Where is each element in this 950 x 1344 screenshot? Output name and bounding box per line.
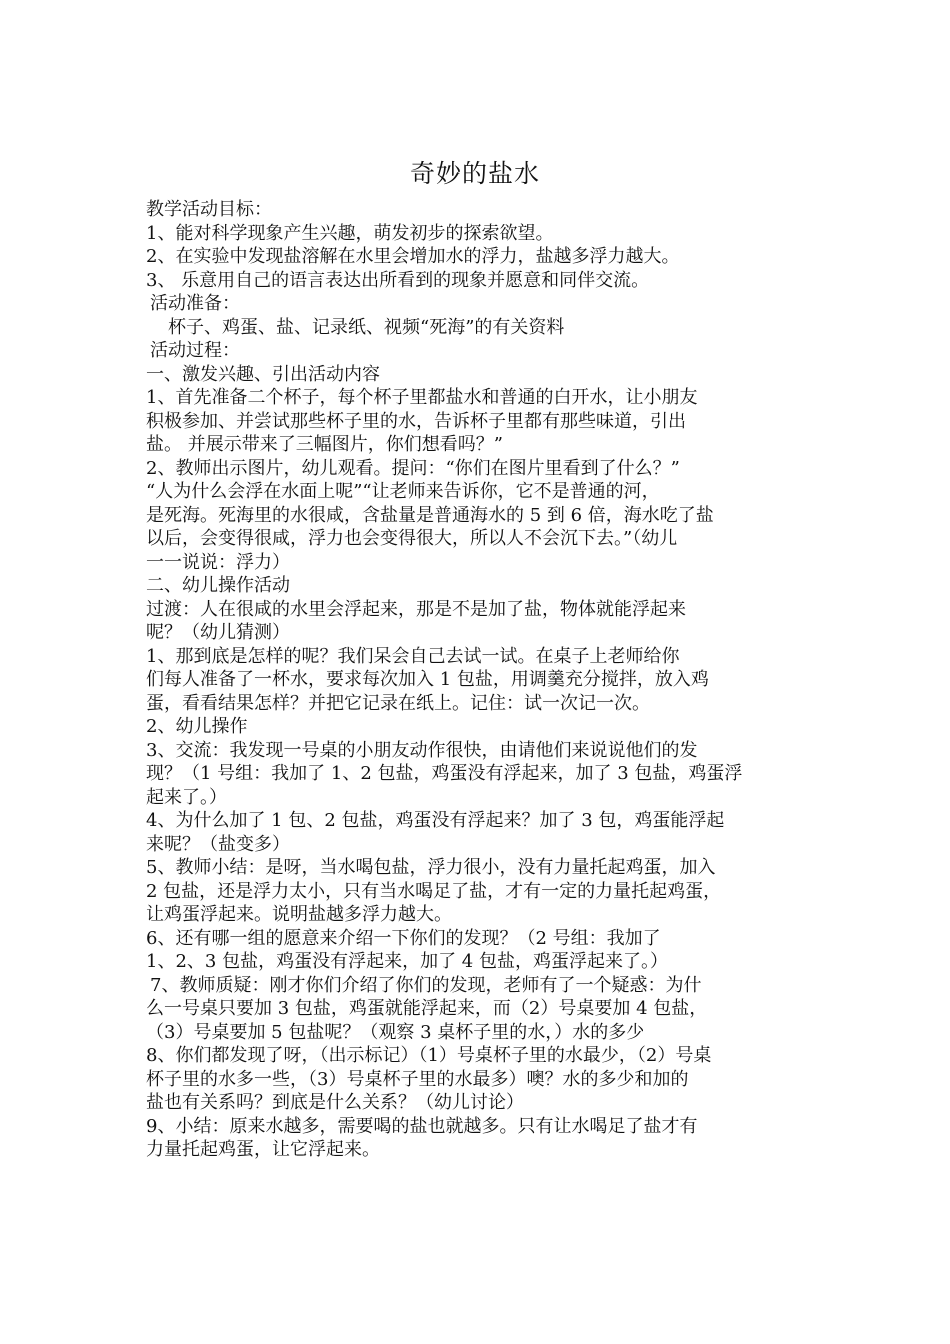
text-line: 力量托起鸡蛋，让它浮起来。 (146, 1139, 380, 1160)
text-line: 2、教师出示图片，幼儿观看。提问：“你们在图片里看到了什么？” (146, 457, 680, 479)
text-line: 来呢？（盐变多） (146, 833, 290, 855)
text-line: 一一说说：浮力） (146, 551, 290, 573)
text-line: 积极参加、并尝试那些杯子里的水，告诉杯子里都有那些味道，引出 (146, 410, 686, 432)
text-line: 2、幼儿操作 (146, 716, 248, 737)
text-line: 9、小结：原来水越多，需要喝的盐也就越多。只有让水喝足了盐才有 (146, 1115, 698, 1137)
text-line: 3、交流：我发现一号桌的小朋友动作很快，由请他们来说说他们的发 (146, 739, 698, 761)
text-line: 2、在实验中发现盐溶解在水里会增加水的浮力，盐越多浮力越大。 (146, 246, 680, 267)
text-line: 起来了。） (146, 786, 227, 808)
text-line: 盐也有关系吗？到底是什么关系？（幼儿讨论） (146, 1092, 524, 1113)
text-line: 3、 乐意用自己的语言表达出所看到的现象并愿意和同伴交流。 (146, 269, 650, 291)
text-line: 蛋，看看结果怎样？并把它记录在纸上。记住：试一次记一次。 (146, 692, 650, 714)
text-line: 现？（1 号组：我加了 1、2 包盐，鸡蛋没有浮起来，加了 3 包盐，鸡蛋浮 (146, 763, 743, 784)
page-title: 奇妙的盐水 (409, 159, 540, 188)
text-line: 们每人准备了一杯水，要求每次加入 1 包盐，用调羹充分搅拌，放入鸡 (146, 669, 709, 690)
text-line: 1、首先准备二个杯子，每个杯子里都盐水和普通的白开水，让小朋友 (146, 387, 698, 408)
text-line: 1、能对科学现象产生兴趣，萌发初步的探索欲望。 (146, 222, 554, 244)
text-line: 是死海。死海里的水很咸，含盐量是普通海水的 5 到 6 倍，海水吃了盐 (146, 504, 714, 526)
text-line: 么一号桌只要加 3 包盐，鸡蛋就能浮起来，而（2）号桌要加 4 包盐， (146, 998, 708, 1019)
text-line: 过渡：人在很咸的水里会浮起来，那是不是加了盐，物体就能浮起来 (146, 598, 686, 620)
text-line: 1、2、3 包盐，鸡蛋没有浮起来，加了 4 包盐，鸡蛋浮起来了。） (146, 951, 668, 972)
document-body (146, 198, 826, 1162)
text-line: 二、幼儿操作活动 (146, 575, 290, 596)
text-line: （3）号桌要加 5 包盐呢？（观察 3 桌杯子里的水，）水的多少 (146, 1021, 645, 1043)
text-line: “人为什么会浮在水面上呢”“让老师来告诉你，它不是普通的河， (146, 481, 660, 502)
text-line: 一、激发兴趣、引出活动内容 (146, 363, 380, 385)
text-line: 盐。 并展示带来了三幅图片，你们想看吗？” (146, 434, 503, 455)
text-line: 教学活动目标： (146, 199, 272, 220)
text-line: 杯子里的水多一些，（3）号桌杯子里的水最多）噢？水的多少和加的 (146, 1068, 689, 1090)
text-line: 1、那到底是怎样的呢？我们呆会自己去试一试。在桌子上老师给你 (146, 645, 680, 667)
text-line: 活动过程： (150, 340, 240, 361)
text-line: 活动准备： (150, 293, 240, 314)
text-line: 7、教师质疑：刚才你们介绍了你们的发现，老师有了一个疑惑：为什 (150, 974, 702, 996)
text-line: 4、为什么加了 1 包、2 包盐，鸡蛋没有浮起来？加了 3 包，鸡蛋能浮起 (146, 810, 725, 831)
text-line: 杯子、鸡蛋、盐、记录纸、视频“死海”的有关资料 (168, 316, 565, 338)
text-line: 6、还有哪一组的愿意来介绍一下你们的发现？（2 号组：我加了 (146, 927, 661, 949)
text-line: 5、教师小结：是呀，当水喝包盐，浮力很小，没有力量托起鸡蛋，加入 (146, 857, 716, 878)
text-line: 呢？（幼儿猜测） (146, 622, 290, 643)
text-line: 以后，会变得很咸，浮力也会变得很大，所以人不会沉下去。”（幼儿 (146, 528, 678, 549)
text-line: 8、你们都发现了呀，（出示标记）（1）号桌杯子里的水最少，（2）号桌 (146, 1045, 712, 1066)
text-line: 2 包盐，还是浮力太小，只有当水喝足了盐，才有一定的力量托起鸡蛋， (146, 880, 722, 902)
text-line: 让鸡蛋浮起来。说明盐越多浮力越大。 (146, 904, 452, 925)
